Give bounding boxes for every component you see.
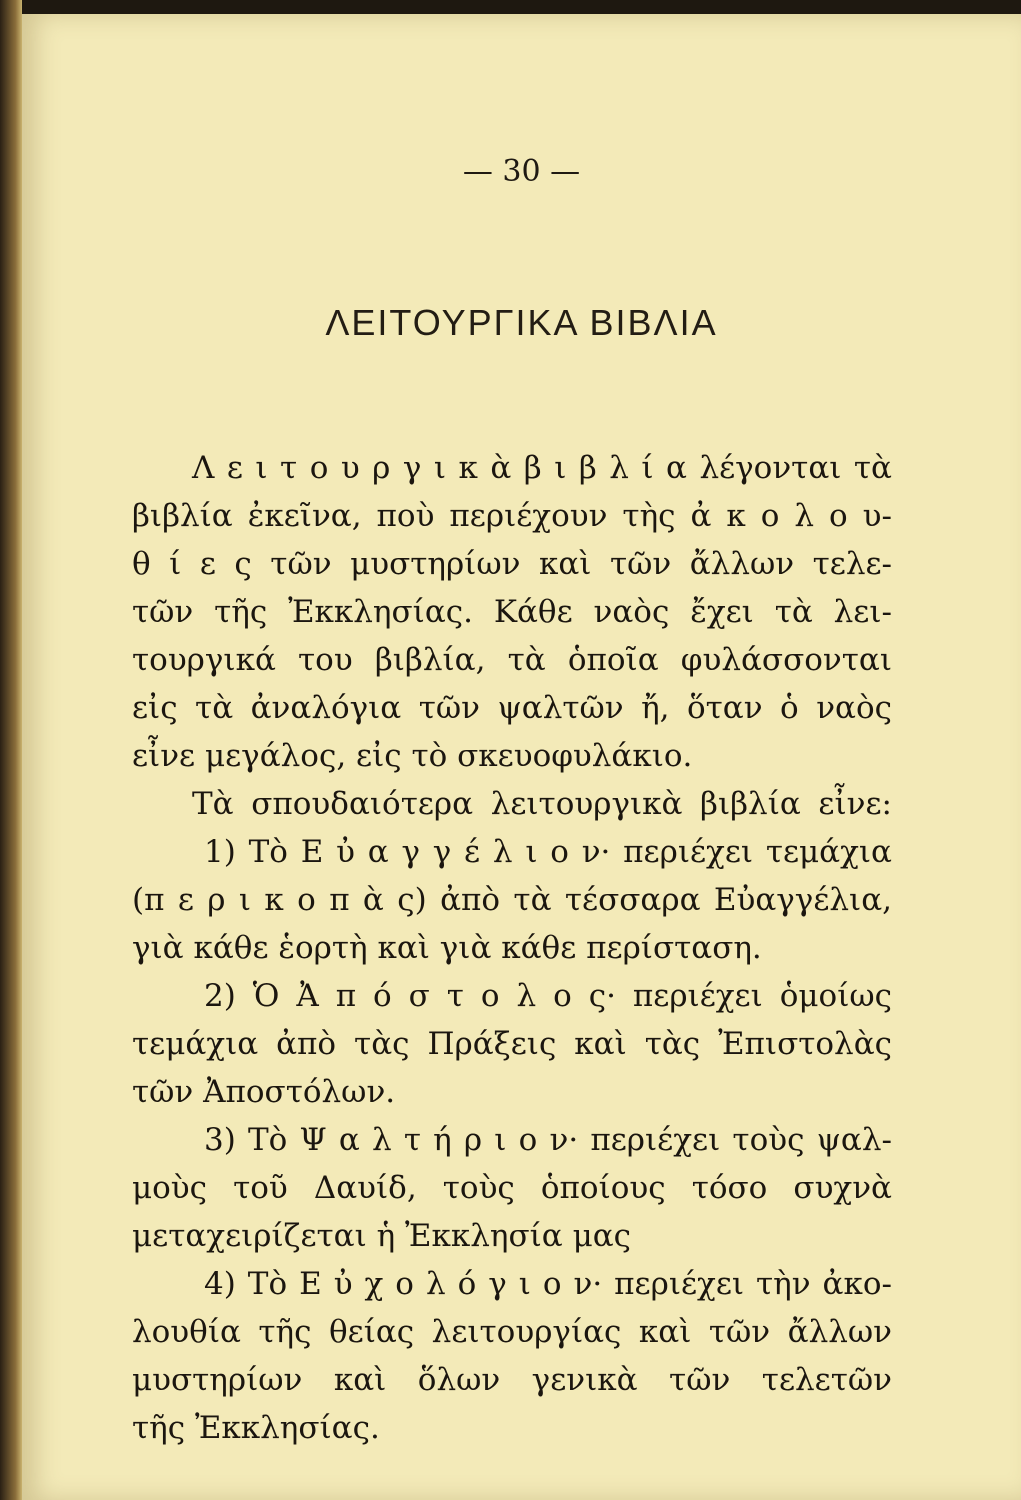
text-line: βιβλία ἐκεῖνα, ποὺ περιέχουν τὴς ἀ κ ο λ ο υ- xyxy=(132,498,892,534)
text-line: μοὺς τοῦ Δαυίδ, τοὺς ὁποίους τόσο συχνὰ xyxy=(132,1170,892,1206)
text-line: 3) Τὸ Ψ α λ τ ή ρ ι ο ν· περιέχει τοὺς ψαλ- xyxy=(204,1122,892,1158)
text-line: τεμάχια ἀπὸ τὰς Πράξεις καὶ τὰς Ἐπιστολὰς xyxy=(132,1026,892,1062)
text-line: 4) Τὸ Ε ὐ χ ο λ ό γ ι ο ν· περιέχει τὴν ἀκο- xyxy=(204,1266,892,1302)
text-line: τῶν τῆς Ἐκκλησίας. Κάθε ναὸς ἔχει τὰ λει- xyxy=(132,594,892,630)
book-spine xyxy=(0,0,22,1500)
body-text xyxy=(132,444,892,1452)
text-line: εἰς τὰ ἀναλόγια τῶν ψαλτῶν ἤ, ὅταν ὁ ναὸς xyxy=(132,690,892,726)
text-line: 2) Ὁ Ἀ π ό σ τ ο λ ο ς· περιέχει ὁμοίως xyxy=(204,978,892,1014)
page-title: ΛΕΙΤΟΥΡΓΙΚΑ ΒΙΒΛΙΑ xyxy=(325,302,718,343)
book-page xyxy=(22,14,1021,1500)
text-line: Τὰ σπουδαιότερα λειτουργικὰ βιβλία εἶνε: xyxy=(192,786,892,822)
text-line: λουθία τῆς θείας λειτουργίας καὶ τῶν ἄλλων xyxy=(132,1314,892,1350)
text-line: (π ε ρ ι κ ο π ὰ ς) ἀπὸ τὰ τέσσαρα Εὐαγγέλια, xyxy=(132,882,892,918)
text-line: Λ ε ι τ ο υ ρ γ ι κ ὰ β ι β λ ί α λέγονται τὰ xyxy=(192,450,892,486)
text-line: τῶν Ἀποστόλων. xyxy=(132,1074,396,1110)
text-line: εἶνε μεγάλος, εἰς τὸ σκευοφυλάκιο. xyxy=(132,738,693,774)
text-line: θ ί ε ς τῶν μυστηρίων καὶ τῶν ἄλλων τελε- xyxy=(132,546,892,582)
text-line: μεταχειρίζεται ἡ Ἐκκλησία μας xyxy=(132,1218,632,1254)
text-line: 1) Τὸ Ε ὐ α γ γ έ λ ι ο ν· περιέχει τεμάχια xyxy=(204,834,892,870)
text-line: γιὰ κάθε ἑορτὴ καὶ γιὰ κάθε περίσταση. xyxy=(132,930,762,966)
text-line: τῆς Ἐκκλησίας. xyxy=(132,1410,380,1446)
text-line: μυστηρίων καὶ ὅλων γενικὰ τῶν τελετῶν xyxy=(132,1362,892,1398)
page-number: — 30 — xyxy=(462,154,581,189)
top-edge xyxy=(22,0,1021,14)
text-line: τουργικά του βιβλία, τὰ ὁποῖα φυλάσσονται xyxy=(132,642,892,678)
